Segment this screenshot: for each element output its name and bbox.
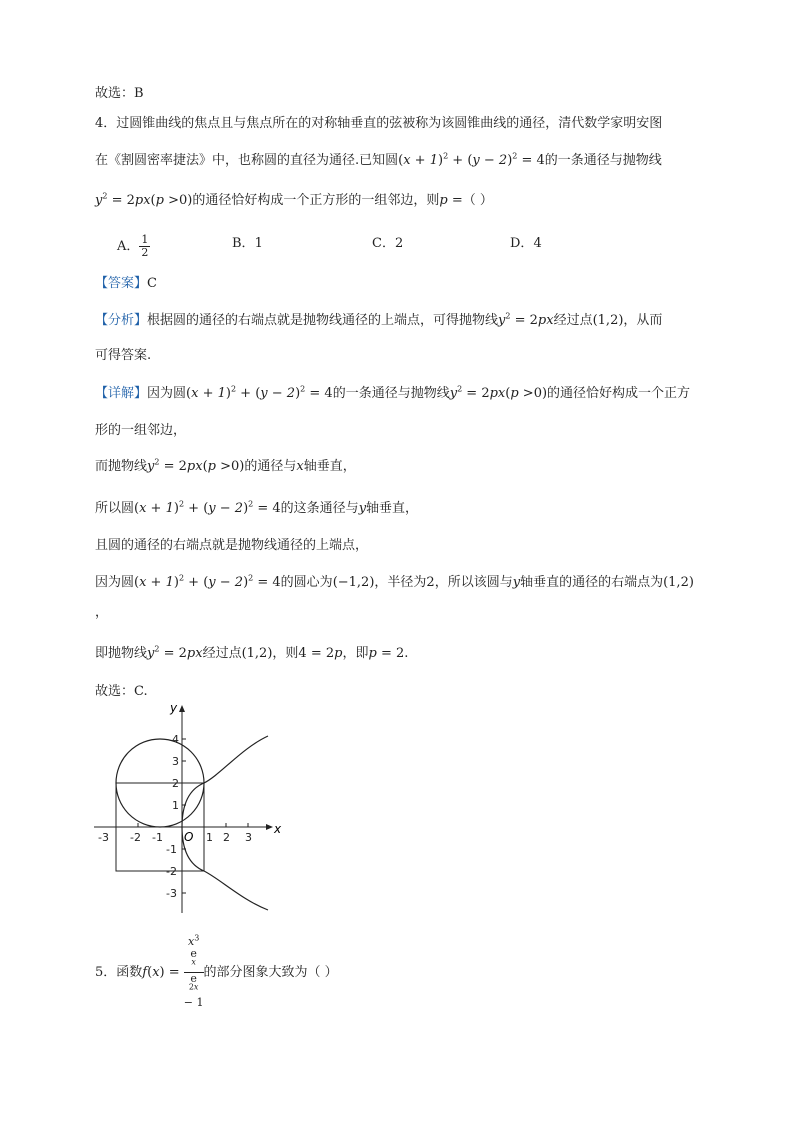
detail-line-8	[95, 644, 408, 664]
detail-line-5: 且圆的通径的右端点就是抛物线通径的上端点，	[95, 538, 369, 553]
y-tick-neg3: -3	[166, 887, 177, 900]
y-axis-label: y	[170, 701, 178, 715]
option-d-label: D．	[510, 236, 534, 251]
x-tick-neg1: -1	[152, 831, 163, 844]
parabola-curve	[182, 736, 268, 827]
detail-text-8e: .	[404, 646, 409, 661]
detail-line-7: ，	[95, 605, 109, 620]
y-tick-neg2: -2	[166, 865, 177, 878]
detail-line-6	[95, 573, 694, 593]
option-c-value: 2	[394, 236, 404, 251]
q4-text-3: 的通径恰好构成一个正方形的一组邻边，则	[192, 193, 440, 208]
point-1-2: (1,2)	[592, 313, 624, 328]
option-a-fraction	[139, 234, 150, 259]
analysis-line-1	[95, 311, 662, 331]
detail-text-8b: 经过点	[202, 646, 242, 661]
detail-text-4a: 所以圆	[95, 501, 135, 516]
prev-answer-line: 故选：B	[95, 86, 144, 101]
parabola-equation: $y^2 = 2px(p >0)$	[95, 191, 193, 208]
parabola-equation: $y^2 = 2px$	[147, 644, 203, 661]
detail-line-3	[95, 457, 356, 477]
option-b-label: B．	[232, 236, 255, 251]
x-tick-2: 2	[223, 831, 230, 844]
q5-number: 5．	[95, 965, 117, 980]
circle-equation: $(x + 1)^2 + (y - 2)^2 = 4$	[134, 499, 281, 516]
circle-equation: $(x + 1)^2 + (y - 2)^2 = 4$	[186, 384, 333, 401]
parabola-equation: $y^2 = 2px(p >0)$	[449, 384, 548, 401]
analysis-line-2: 可得答案.	[95, 348, 152, 363]
point-1-2: (1,2)	[663, 575, 694, 590]
q5-text-post: 的部分图象大致为（ ）	[203, 965, 338, 980]
q4-line-1	[95, 114, 662, 134]
q4-paren: （ ）	[462, 193, 493, 208]
analysis-text-1c: ，从而	[623, 313, 663, 328]
y-tick-4: 4	[172, 733, 179, 746]
detail-text-4c: 轴垂直，	[366, 501, 419, 516]
detail-text-6e: 轴垂直的通径的右端点为	[520, 575, 664, 590]
detail-line-2: 形的一组邻边，	[95, 423, 187, 438]
answer-line	[95, 274, 157, 294]
detail-text-1b: 的一条通径与抛物线	[332, 386, 450, 401]
q4-line-3	[95, 191, 493, 211]
y-tick-1: 1	[172, 799, 179, 812]
detail-text-3c: 轴垂直，	[303, 459, 356, 474]
q5-line	[95, 933, 338, 1009]
detail-text-8d: ，即	[342, 646, 369, 661]
y-tick-neg1: -1	[166, 843, 177, 856]
x-axis-label: x	[274, 822, 282, 836]
fraction-denominator: 2	[141, 246, 149, 259]
x-tick-3: 3	[245, 831, 252, 844]
point-1-2: (1,2)	[241, 646, 273, 661]
x-tick-neg2: -2	[130, 831, 141, 844]
detail-text-3b: 的通径与	[244, 459, 297, 474]
answer-tag: 【答案】	[95, 276, 148, 291]
answer-value: C	[147, 276, 157, 291]
detail-text-6d: ，所以该圆与	[434, 575, 513, 590]
function-expression: f(x) = $x^3$ e $^x$ e $^{2x}$ − 1	[142, 933, 204, 1009]
option-b-value: 1	[254, 236, 263, 251]
option-d	[510, 234, 542, 254]
q4-text-1: 过圆锥曲线的焦点且与焦点所在的对称轴垂直的弦被称为该圆锥曲线的通径，清代数学家明安图	[116, 116, 663, 131]
parabola-equation: $y^2 = 2px$	[498, 311, 554, 328]
x-tick-1: 1	[206, 831, 213, 844]
option-a	[117, 234, 150, 259]
y-tick-2: 2	[172, 777, 179, 790]
equation-4-2p: 4 = 2p	[298, 646, 343, 661]
y-tick-3: 3	[172, 755, 179, 768]
detail-tag: 【详解】	[95, 386, 148, 401]
q4-line-2	[95, 151, 662, 171]
p-equals: p =	[439, 193, 463, 208]
radius-value: 2	[426, 575, 435, 590]
option-a-label: A．	[117, 239, 140, 254]
q4-text-2a: 在《割圆密率捷法》中，也称圆的直径为通径.已知圆	[95, 153, 399, 168]
detail-text-3a: 而抛物线	[95, 459, 148, 474]
detail-line-1	[95, 384, 690, 404]
option-b	[232, 234, 263, 254]
detail-text-8a: 即抛物线	[95, 646, 148, 661]
q4-text-2b: 的一条通径与抛物线	[544, 153, 662, 168]
q4-number: 4．	[95, 116, 117, 131]
detail-text-1a: 因为圆	[147, 386, 187, 401]
option-c-label: C．	[372, 236, 395, 251]
option-c	[372, 234, 403, 254]
x-tick-neg3: -3	[98, 831, 109, 844]
parabola-equation: $y^2 = 2px(p >0)$	[147, 457, 245, 474]
origin-label: O	[184, 830, 194, 844]
y-symbol: y	[512, 575, 521, 590]
detail-text-1c: 的通径恰好构成一个正方	[547, 386, 691, 401]
analysis-text-1b: 经过点	[553, 313, 593, 328]
y-symbol: y	[358, 501, 367, 516]
circle-equation: $(x + 1)^2 + (y - 2)^2 = 4$	[134, 573, 281, 590]
analysis-text-1a: 根据圆的通径的右端点就是抛物线通径的上端点，可得抛物线	[147, 313, 499, 328]
detail-text-8c: ，则	[272, 646, 299, 661]
equation-p-2: p = 2	[368, 646, 405, 661]
detail-text-6b: 的圆心为	[280, 575, 333, 590]
option-d-value: 4	[533, 236, 542, 251]
conclusion-line: 故选：C.	[95, 684, 148, 699]
q5-text-pre: 函数	[116, 965, 143, 980]
center-point: (−1,2)	[332, 575, 375, 590]
detail-line-4	[95, 499, 418, 519]
analysis-tag: 【分析】	[95, 313, 148, 328]
circle-equation: $(x + 1)^2 + (y - 2)^2 = 4$	[398, 151, 545, 168]
detail-text-6a: 因为圆	[95, 575, 135, 590]
detail-text-6c: ，半径为	[374, 575, 427, 590]
fraction-numerator: 1	[141, 233, 149, 246]
detail-text-4b: 的这条通径与	[280, 501, 359, 516]
circle-parabola-figure	[90, 700, 290, 920]
x-symbol: x	[296, 459, 304, 474]
